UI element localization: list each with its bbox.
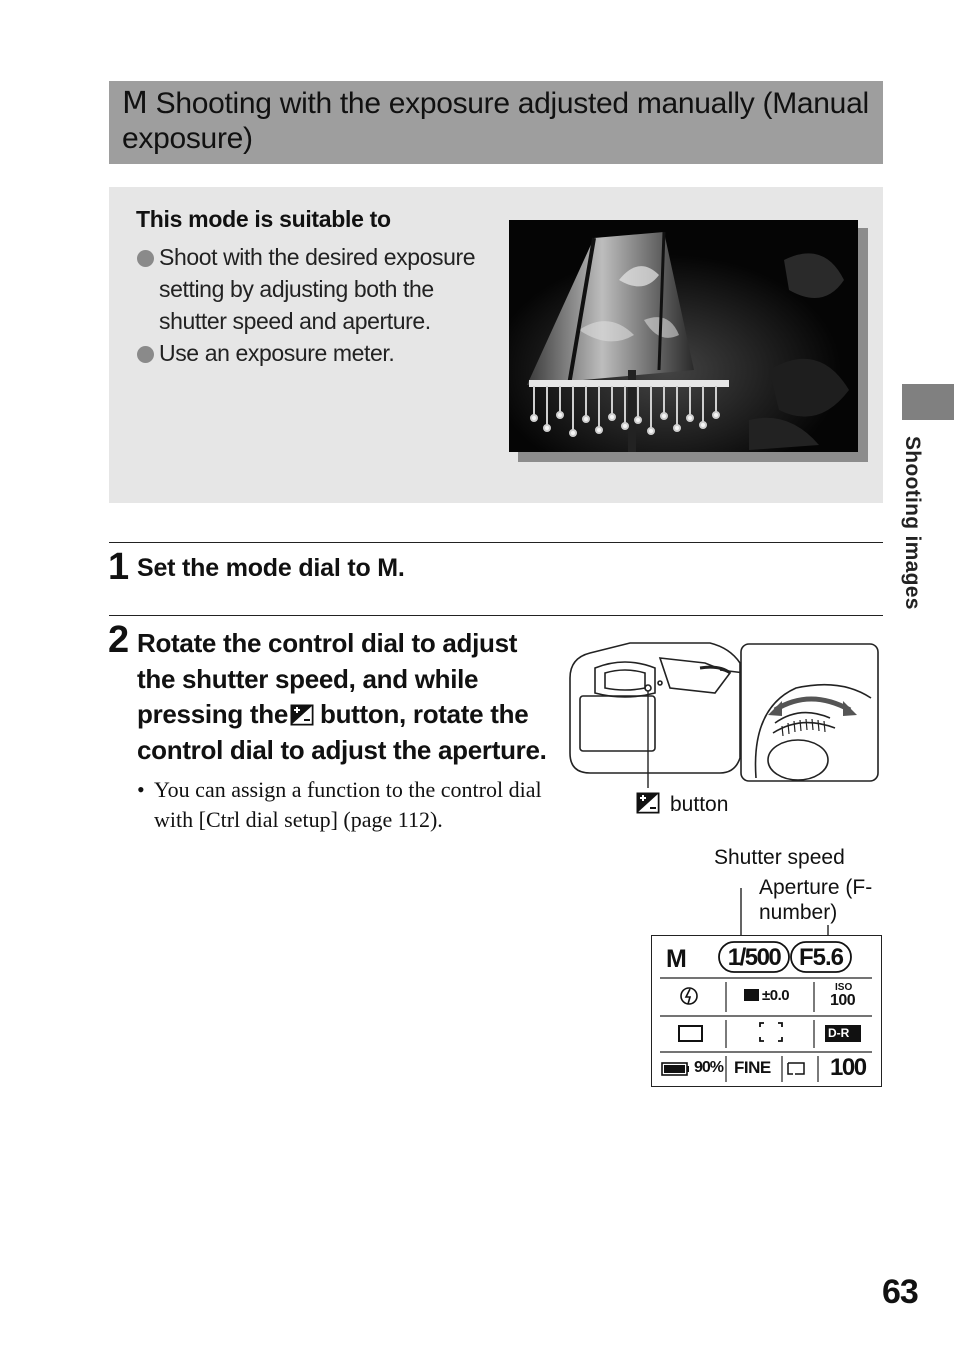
lamp-photo [509, 220, 858, 452]
list-item [136, 337, 496, 369]
exposure-button-icon [290, 700, 314, 722]
list-item-text: Use an exposure meter. [159, 340, 395, 366]
step-text: Set the mode dial to M. [137, 554, 405, 582]
lcd-info-panel [651, 935, 882, 1087]
bullet-dot-icon [137, 346, 154, 363]
note-bullet: • [137, 777, 145, 802]
lcd-exposure-comp: ±0.0 [762, 987, 790, 1004]
lcd-shutter-speed: 1/500 [727, 944, 781, 971]
step-divider [109, 542, 883, 543]
lcd-dro-badge: D-R [828, 1026, 850, 1040]
exposure-button-icon [636, 792, 660, 814]
mode-letter: M [122, 86, 148, 121]
lcd-aperture: F5.6 [798, 944, 844, 971]
section-title [122, 86, 872, 156]
shutter-speed-label: Shutter speed [714, 846, 845, 869]
step-number: 2 [108, 619, 129, 661]
side-tab-marker [902, 384, 954, 420]
suitable-heading: This mode is suitable to [136, 206, 391, 232]
step-number: 1 [108, 546, 129, 588]
list-item-text: Shoot with the desired exposure setting by adjusting both the shutter speed and aperture. [159, 244, 476, 334]
lcd-shots-remaining: 100 [830, 1054, 866, 1081]
page-number: 63 [882, 1273, 918, 1311]
step-text-part: Rotate the control dial to adjust the shutter speed, and while pressing the [137, 628, 518, 729]
step-text-part: button, rotate the control dial to adjust the aperture. [137, 699, 547, 765]
list-item [136, 241, 496, 337]
button-caption-text: button [670, 793, 729, 816]
section-title-text: Shooting with the exposure adjusted manually (Manual exposure) [122, 87, 869, 155]
suitable-list [136, 241, 496, 369]
bullet-dot-icon [137, 250, 154, 267]
side-tab-label: Shooting images [901, 436, 924, 610]
step-divider [109, 615, 883, 616]
step-text [137, 626, 547, 768]
button-caption [636, 792, 728, 817]
aperture-label: Aperture (F-number) [759, 876, 873, 924]
lcd-iso-label: ISO [835, 982, 853, 993]
lcd-mode: M [666, 945, 687, 973]
lamp-image [509, 220, 858, 452]
lcd-battery-level: 90% [694, 1059, 724, 1076]
lcd-iso-value: 100 [830, 992, 856, 1009]
note-text: You can assign a function to the control dial with [Ctrl dial setup] (page 112). [154, 777, 542, 832]
lcd-image-quality: FINE [734, 1058, 771, 1077]
